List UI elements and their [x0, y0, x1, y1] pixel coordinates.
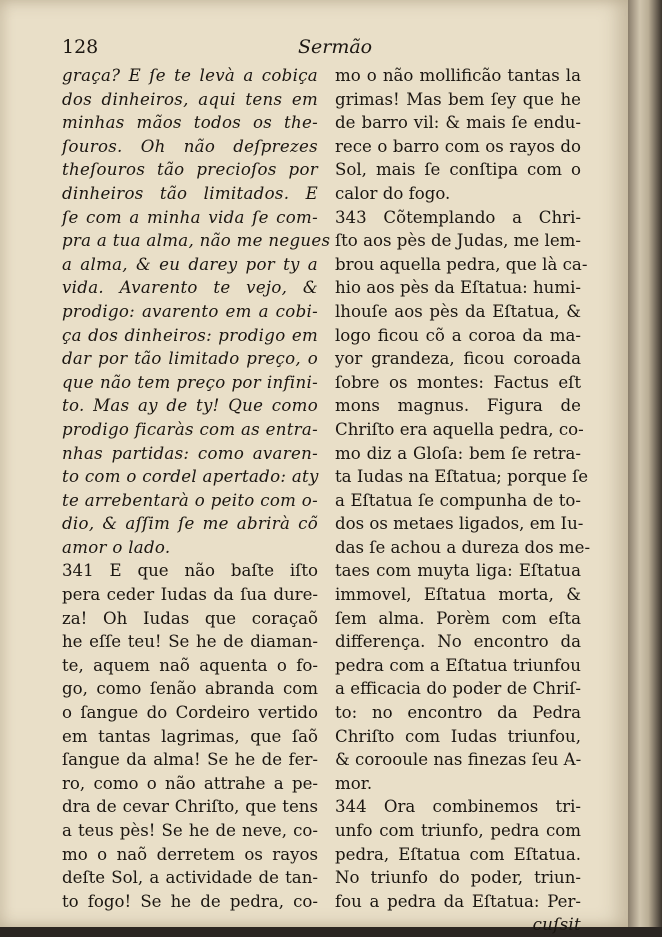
text-line: ça dos dinheiros: prodigo em — [62, 325, 318, 345]
text-line: dos dinheiros, aqui tens em — [62, 89, 318, 109]
text-line: ſto aos pès de Judas, me lem- — [335, 231, 581, 251]
text-line: he eſſe teu! Se he de diaman- — [62, 632, 318, 652]
text-line: go, como ſenão abranda com — [62, 679, 318, 699]
text-line: taes com muyta liga: Eſtatua — [335, 561, 581, 581]
text-line: & corooule nas finezas ſeu A- — [335, 750, 582, 770]
text-line: logo ficou cõ a coroa da ma- — [335, 325, 581, 345]
text-line: mor. — [335, 773, 373, 793]
text-line: vida. Avarento te vejo, & — [62, 278, 318, 298]
text-line: prodigo: avarento em a cobi- — [62, 301, 318, 321]
text-line: ro, como o não attrahe a pe- — [62, 773, 318, 793]
text-line: brou aquella pedra, que là ca- — [335, 254, 588, 274]
text-line: minhas mãos todos os the- — [62, 113, 318, 133]
text-line: ſouros. Oh não deſprezes — [62, 136, 318, 156]
text-line: grimas! Mas bem ſey que he — [335, 89, 581, 109]
text-line: mo o não mollificão tantas la — [335, 66, 581, 85]
right-text-column — [335, 64, 591, 937]
text-line: te, aquem naõ aquenta o fo- — [62, 655, 318, 675]
text-line: nhas partidas: como avaren- — [62, 443, 318, 463]
text-line: em tantas lagrimas, que ſaõ — [62, 726, 318, 746]
text-line: dar por tão limitado preço, o — [62, 349, 318, 369]
text-line: Chriſto era aquella pedra, co- — [335, 419, 584, 439]
text-line: immovel, Eſtatua morta, & — [335, 585, 581, 605]
text-line: cuſsit — [532, 915, 581, 935]
text-line: Chriſto com Iudas triunfou, — [335, 726, 581, 746]
text-line: ſem alma. Porèm com eſta — [335, 608, 581, 628]
running-title: Sermão — [298, 36, 373, 58]
page-number: 128 — [62, 36, 99, 58]
text-line: das ſe achou a dureza dos me- — [335, 537, 591, 557]
text-line: 341 E que não baſte iſto — [62, 561, 318, 581]
text-line: rece o barro com os rayos do — [335, 136, 581, 156]
text-line: to com o cordel apertado: aty — [62, 467, 319, 487]
text-line: te arrebentarà o peito com o- — [62, 490, 318, 510]
text-line: Sol, mais ſe conſtipa com o — [335, 160, 581, 180]
text-line: differença. No encontro da — [335, 632, 581, 652]
text-line: a teus pès! Se he de neve, co- — [62, 821, 318, 840]
text-line: ta Iudas na Eſtatua; porque ſe — [335, 467, 589, 487]
text-line: dos os metaes ligados, em Iu- — [335, 514, 584, 534]
text-line: mo o naõ derretem os rayos — [62, 844, 318, 864]
text-line: to: no encontro da Pedra — [335, 703, 581, 723]
text-line: dra de cevar Chriſto, que tens — [62, 797, 318, 817]
text-line: hio aos pès da Eſtatua: humi- — [335, 278, 581, 298]
text-line: 344 Ora combinemos tri- — [335, 797, 581, 817]
text-line: calor do fogo. — [335, 183, 451, 203]
text-line: lhouſe aos pès da Eſtatua, & — [335, 301, 581, 321]
text-line: theſouros tão precioſos por — [62, 160, 318, 180]
text-line: deſte Sol, a actividade de tan- — [62, 868, 318, 888]
page-header — [62, 36, 582, 62]
text-line: ſe com a minha vida ſe com- — [62, 207, 318, 227]
text-line: to. Mas ay de ty! Que como — [62, 396, 318, 416]
left-text-column — [62, 64, 331, 913]
text-line: to fogo! Se he de pedra, co- — [62, 891, 318, 911]
text-line: dinheiros tão limitados. E — [62, 183, 318, 203]
text-line: mo diz a Gloſa: bem ſe retra- — [335, 443, 581, 463]
text-line: ſangue da alma! Se he de fer- — [62, 750, 318, 770]
text-line: No triunfo do poder, triun- — [335, 868, 581, 888]
text-line: yor grandeza, ficou coroada — [335, 349, 581, 369]
text-line: pedra, Eſtatua com Eſtatua. — [335, 844, 581, 864]
text-line: amor o lado. — [62, 537, 171, 557]
text-line: pedra com a Eſtatua triunfou — [335, 655, 581, 675]
text-line: a efficacia do poder de Chriſ- — [335, 679, 581, 699]
text-line: ſobre os montes: Factus eſt — [335, 372, 581, 392]
text-line: mons magnus. Figura de — [335, 396, 581, 416]
text-line: a Eſtatua ſe compunha de to- — [335, 490, 581, 510]
text-line: pera ceder Iudas da ſua dure- — [62, 585, 318, 605]
text-line: graça? E ſe te levà a cobiça — [62, 66, 318, 85]
text-line: o ſangue do Cordeiro vertido — [62, 703, 318, 723]
text-line: de barro vil: & mais ſe endu- — [335, 113, 581, 133]
page-edge — [628, 0, 662, 927]
text-line: fou a pedra da Eſtatua: Per- — [335, 891, 581, 911]
text-line: unfo com triunfo, pedra com — [335, 821, 581, 840]
text-line: za! Oh Iudas que coraçaõ — [62, 608, 318, 628]
text-line: pra a tua alma, não me negues — [62, 231, 331, 251]
text-line: 343 Cõtemplando a Chri- — [335, 207, 581, 227]
text-line: a alma, & eu darey por ty a — [62, 254, 318, 274]
text-line: que não tem preço por infini- — [62, 372, 318, 392]
text-line: dio, & aſſim ſe me abrirà cõ — [62, 514, 318, 534]
text-line: prodigo ficaràs com as entra- — [62, 419, 318, 439]
